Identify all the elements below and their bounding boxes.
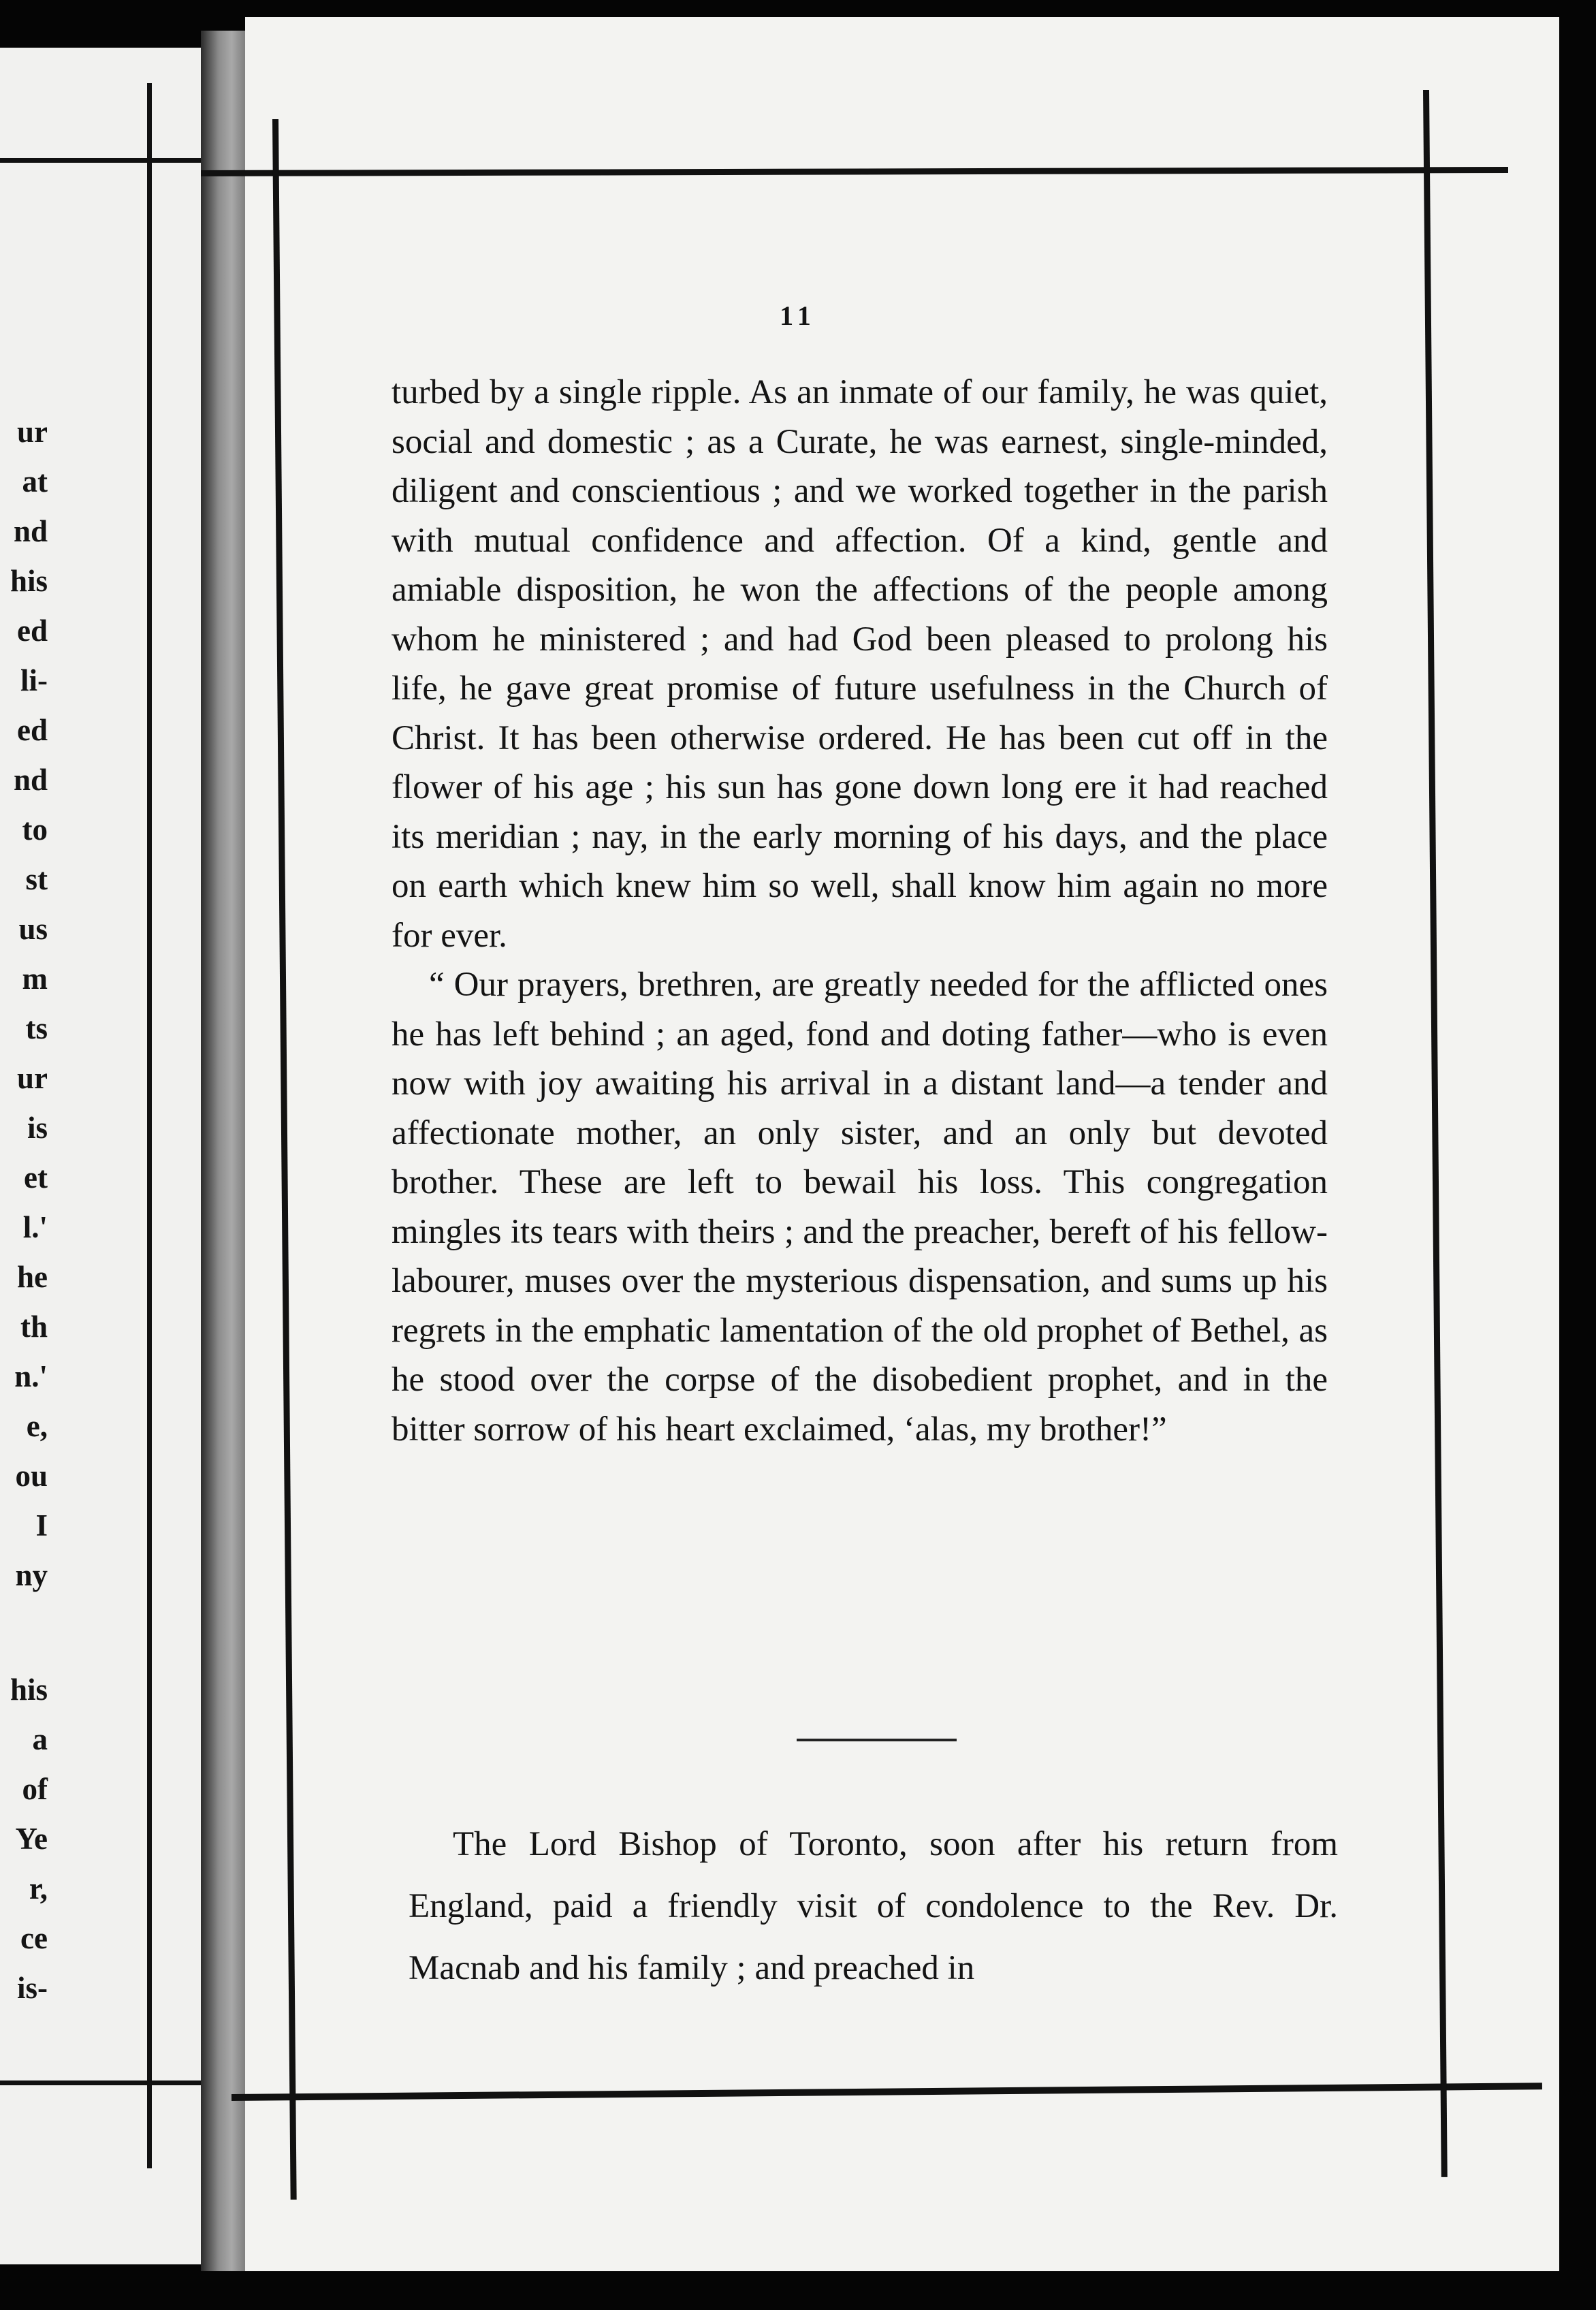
fragment-line: is- — [17, 1971, 48, 2005]
fragment-line: ce — [20, 1921, 48, 1955]
fragment-line: ou — [15, 1459, 48, 1493]
fragment-line: ny — [15, 1558, 48, 1592]
fragment-line: us — [18, 912, 48, 946]
fragment-line: l.' — [22, 1210, 48, 1244]
section-separator — [797, 1739, 957, 1741]
previous-page-top-rule — [0, 158, 201, 163]
fragment-line: his — [10, 564, 48, 598]
closing-text — [409, 1814, 1338, 1999]
paragraph: “ Our prayers, brethren, are greatly needed for the afflicted ones he has left behind ; an aged, fond and doting father—who is even now with joy awaiting his arrival in a distant land—a tender and affectionate mother, an only sister, and an only but devoted brother. These are left to bewail his loss. This congregation mingles its tears with theirs ; and the preacher, bereft of his fellow-labourer, muses over the mysterious dispensation, and sums up his regrets in the emphatic lamentation of the old prophet of Bethel, as he stood over the corpse of the disobedient prophet, and in the bitter sorrow of his heart exclaimed, ‘alas, my brother!” — [392, 966, 1328, 1449]
fragment-line: ts — [25, 1011, 48, 1045]
fragment-line: n.' — [14, 1359, 48, 1393]
book-gutter — [201, 31, 252, 2271]
body-text — [392, 368, 1328, 1454]
paragraph: The Lord Bishop of Toronto, soon after his return from England, paid a friendly visit of condolence to the Rev. Dr. Macnab and his family ; and preached in — [409, 1825, 1338, 1987]
fragment-line: li- — [20, 663, 48, 697]
fragment-line: ur — [17, 1061, 48, 1095]
fragment-line: ur — [17, 415, 48, 449]
fragment-line: a — [32, 1722, 48, 1756]
fragment-line: of — [22, 1772, 48, 1806]
fragment-line: is — [27, 1111, 48, 1145]
previous-page-right-border — [147, 83, 152, 2168]
fragment-line: at — [22, 464, 48, 499]
fragment-line: he — [17, 1260, 48, 1294]
page-number: 11 — [780, 300, 816, 331]
fragment-line: ed — [17, 713, 48, 747]
fragment-line: m — [22, 962, 48, 996]
fragment-line: r, — [29, 1871, 48, 1905]
fragment-line: st — [25, 862, 48, 896]
fragment-line: e, — [26, 1409, 48, 1443]
fragment-line: th — [20, 1310, 48, 1344]
fragment-line: et — [24, 1160, 48, 1194]
previous-page-bottom-rule — [0, 2080, 204, 2085]
previous-page — [0, 48, 204, 2264]
paragraph: turbed by a single ripple. As an inmate of our family, he was quiet, social and domestic ; as a Curate, he was earnest, single-minded, diligent and conscientious ; and we worked together in the parish with mutual confidence and affection. Of a kind, gentle and amiable disposition, he won the affections of the people among whom he ministered ; and had God been pleased to prolong his life, he gave great promise of future usefulness in the Church of Christ. It has been otherwise ordered. He has been cut off in the flower of his age ; his sun has gone down long ere it had reached its meridian ; nay, in the early morning of his days, and the place on earth which knew him so well, shall know him again no more for ever. — [392, 373, 1328, 955]
fragment-line: nd — [13, 763, 48, 797]
fragment-line: to — [22, 812, 48, 847]
fragment-line: Ye — [15, 1822, 48, 1856]
fragment-line: nd — [13, 514, 48, 548]
previous-page-text-fragments — [0, 407, 48, 2013]
fragment-line: his — [10, 1673, 48, 1707]
fragment-gap — [0, 1600, 48, 1665]
fragment-line: ed — [17, 614, 48, 648]
fragment-line: I — [35, 1508, 48, 1542]
